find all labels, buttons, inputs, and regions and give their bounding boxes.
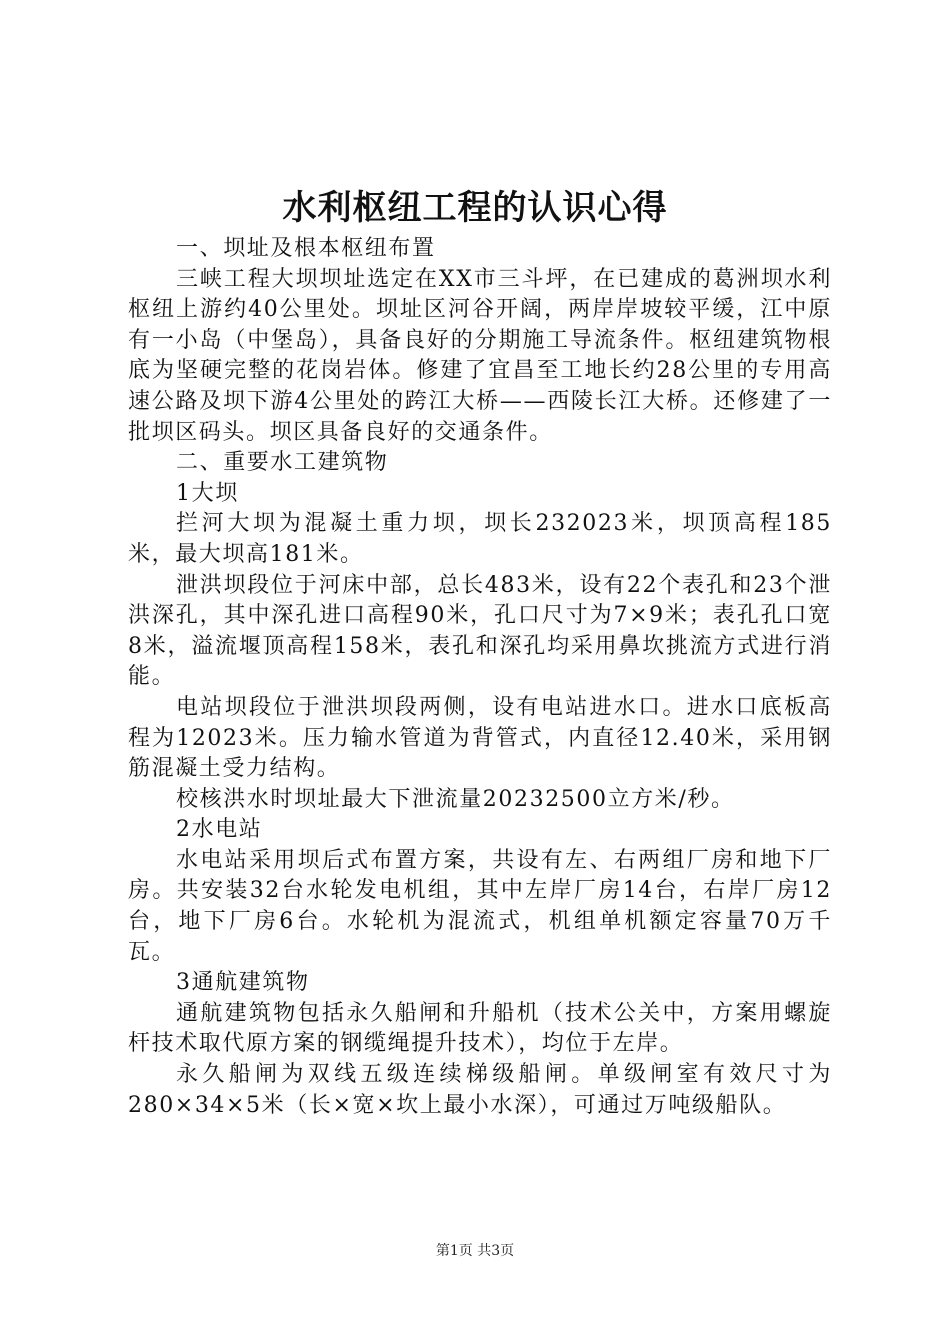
paragraph: 三峡工程大坝坝址选定在XX市三斗坪，在已建成的葛洲坝水利枢纽上游约40公里处。坝址区河谷开阔，两岸岸坡较平缓，江中原有一小岛（中堡岛），具备良好的分期施工导流条件。枢纽建筑物根底为坚硬完整的花岗岩体。修建了宜昌至工地长约28公里的专用高速公路及坝下游4公里处的跨江大桥——西陵长江大桥。还修建了一批坝区码头。坝区具备良好的交通条件。 bbox=[128, 266, 832, 445]
subheading-hydropower-station: 2水电站 bbox=[176, 817, 263, 843]
paragraph: 拦河大坝为混凝土重力坝，坝长232023米，坝顶高程185米，最大坝高181米。 bbox=[128, 511, 832, 567]
paragraph: 校核洪水时坝址最大下泄流量20232500立方米/秒。 bbox=[176, 786, 735, 812]
paragraph: 水电站采用坝后式布置方案，共设有左、右两组厂房和地下厂房。共安装32台水轮发电机组，其中左岸厂房14台，右岸厂房12台，地下厂房6台。水轮机为混流式，机组单机额定容量70万千瓦。 bbox=[128, 847, 832, 965]
subheading-navigation-structures: 3通航建筑物 bbox=[176, 970, 310, 996]
paragraph: 通航建筑物包括永久船闸和升船机（技术公关中，方案用螺旋杆技术取代原方案的钢缆绳提升技术），均位于左岸。 bbox=[128, 1000, 832, 1057]
page-number: 第1页 共3页 bbox=[435, 1243, 515, 1259]
paragraph: 永久船闸为双线五级连续梯级船闸。单级闸室有效尺寸为280×34×5米（长×宽×坎上最小水深），可通过万吨级船队。 bbox=[128, 1062, 832, 1118]
subheading-dam: 1大坝 bbox=[176, 480, 239, 506]
section-heading-1: 一、坝址及根本枢纽布置 bbox=[176, 236, 436, 261]
document-body bbox=[128, 234, 832, 1121]
section-heading-2: 二、重要水工建筑物 bbox=[176, 450, 389, 476]
paragraph: 电站坝段位于泄洪坝段两侧，设有电站进水口。进水口底板高程为12023米。压力输水管道为背管式，内直径12.40米，采用钢筋混凝土受力结构。 bbox=[128, 694, 832, 782]
document-title: 水利枢纽工程的认识心得 bbox=[282, 188, 668, 228]
paragraph: 泄洪坝段位于河床中部，总长483米，设有22个表孔和23个泄洪深孔，其中深孔进口高程90米，孔口尺寸为7×9米；表孔孔口宽8米，溢流堰顶高程158米，表孔和深孔均采用鼻坎挑流方式进行消能。 bbox=[128, 572, 832, 690]
